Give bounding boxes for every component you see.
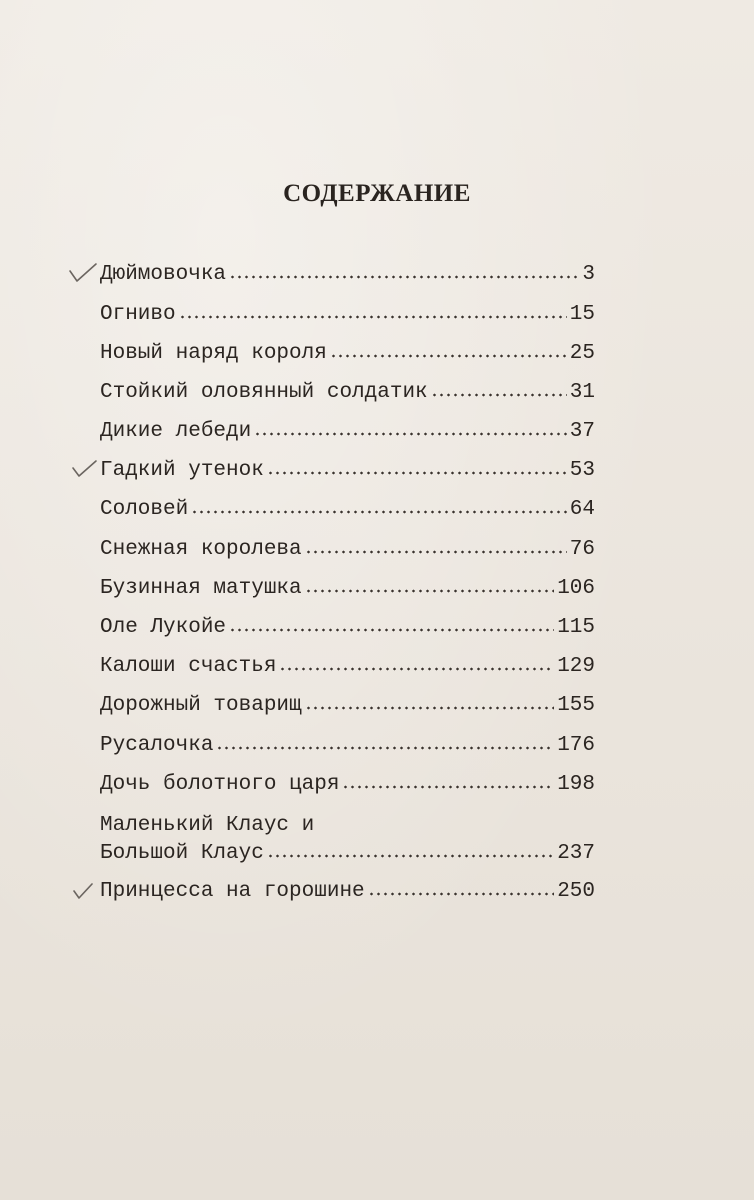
toc-entry-page: 25	[569, 342, 595, 365]
toc-entry-title: Дюймовочка	[100, 263, 227, 286]
toc-entry-page: 53	[569, 459, 595, 482]
toc-entry-page: 198	[557, 773, 595, 796]
dot-leader	[330, 354, 567, 358]
toc-entry[interactable]	[100, 879, 595, 905]
toc-entry-title: Бузинная матушка	[100, 577, 302, 600]
toc-entry-title: Дочь болотного царя	[100, 773, 340, 796]
dot-leader	[305, 589, 555, 593]
toc-entry[interactable]	[100, 693, 595, 719]
pencil-check-mark-icon	[70, 458, 100, 480]
dot-leader	[368, 892, 555, 896]
toc-entry-title: Гадкий утенок	[100, 459, 264, 482]
dot-leader	[254, 432, 567, 436]
toc-entry-title: Дорожный товарищ	[100, 694, 302, 717]
toc-entry-title-line-1: Маленький Клаус и	[100, 814, 315, 837]
toc-entry-title: Оле Лукойе	[100, 616, 227, 639]
page-title: СОДЕРЖАНИЕ	[283, 180, 471, 207]
pencil-check-mark-icon	[68, 262, 98, 284]
toc-entry[interactable]	[100, 576, 595, 602]
dot-leader	[305, 706, 555, 710]
toc-entry-page: 76	[569, 538, 595, 561]
dot-leader	[229, 628, 554, 632]
toc-entry-title: Огниво	[100, 303, 176, 326]
toc-entry[interactable]	[100, 772, 595, 798]
toc-entry[interactable]	[100, 262, 595, 288]
pencil-check-mark-icon	[70, 880, 100, 902]
dot-leader	[431, 393, 567, 397]
toc-entry-page: 176	[557, 734, 595, 757]
toc-entry[interactable]	[100, 615, 595, 641]
toc-entry[interactable]	[100, 341, 595, 367]
toc-entry-title: Русалочка	[100, 734, 214, 757]
dot-leader	[342, 785, 554, 789]
toc-entry-page: 237	[557, 842, 595, 865]
toc-entry-title: Стойкий оловянный солдатик	[100, 381, 428, 404]
dot-leader	[267, 471, 567, 475]
toc-entry[interactable]	[100, 537, 595, 563]
toc-entry-page: 15	[569, 303, 595, 326]
dot-leader	[279, 667, 554, 671]
dot-leader	[229, 275, 579, 279]
toc-entry-title: Большой Клаус	[100, 842, 264, 865]
toc-entry-page: 31	[569, 381, 595, 404]
toc-entry-title: Соловей	[100, 498, 189, 521]
toc-entry[interactable]	[100, 813, 595, 867]
dot-leader	[179, 315, 567, 319]
toc-entry-page: 155	[557, 694, 595, 717]
dot-leader	[305, 550, 567, 554]
toc-entry-title: Принцесса на горошине	[100, 880, 365, 903]
toc-entry[interactable]	[100, 380, 595, 406]
toc-entry[interactable]	[100, 458, 595, 484]
toc-entry-title: Калоши счастья	[100, 655, 277, 678]
toc-entry-page: 129	[557, 655, 595, 678]
toc-entry-page: 37	[569, 420, 595, 443]
toc-entry[interactable]	[100, 302, 595, 328]
toc-entry-page: 250	[557, 880, 595, 903]
toc-entry-page: 106	[557, 577, 595, 600]
toc-entry-page: 64	[569, 498, 595, 521]
toc-entry-title: Новый наряд короля	[100, 342, 327, 365]
toc-entry[interactable]	[100, 654, 595, 680]
toc-entry-title: Дикие лебеди	[100, 420, 252, 443]
toc-entry-page: 115	[557, 616, 595, 639]
dot-leader	[267, 854, 554, 858]
dot-leader	[191, 510, 567, 514]
toc-entry[interactable]	[100, 733, 595, 759]
dot-leader	[216, 746, 554, 750]
toc-entry[interactable]	[100, 497, 595, 523]
toc-entry-page: 3	[582, 263, 595, 286]
toc-entry[interactable]	[100, 419, 595, 445]
toc-entry-title: Снежная королева	[100, 538, 302, 561]
